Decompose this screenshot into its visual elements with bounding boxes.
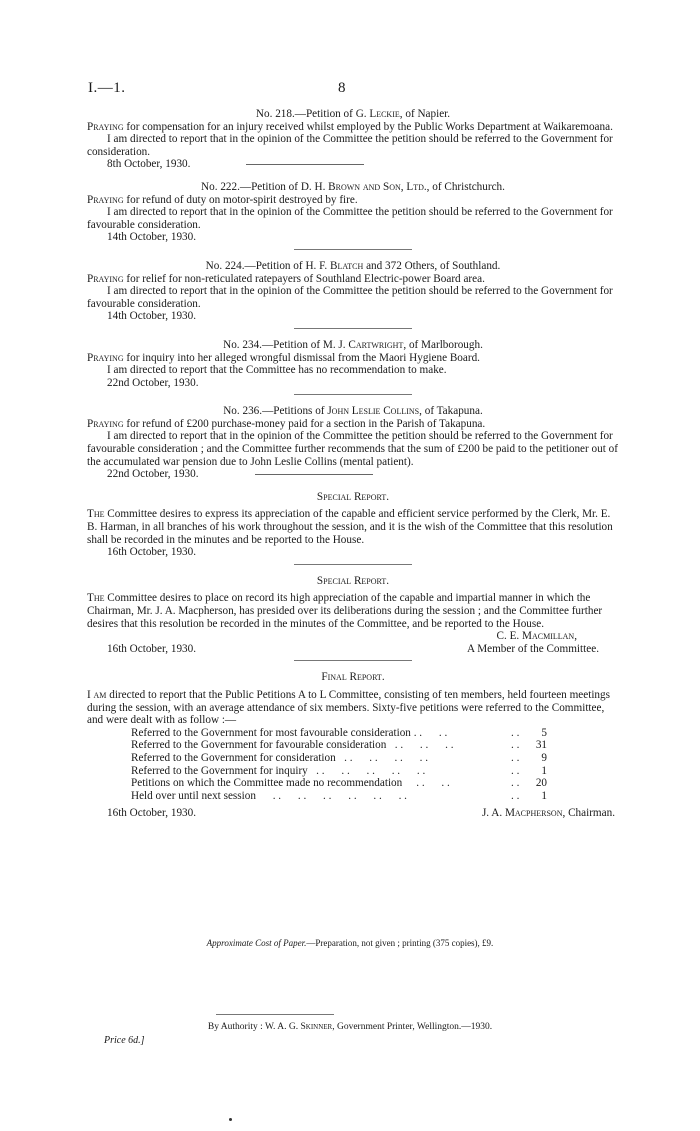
chairman-signature: J. A. Macpherson, Chairman. [481, 807, 615, 820]
special-report-chairman [87, 575, 619, 656]
special-report-date: 16th October, 1930. [107, 546, 197, 559]
petition-prayer: Praying for relief for non-reticulated ratepayers of Southland Electric-power Board area. [87, 272, 485, 285]
petition-report: I am directed to report that in the opinion of the Committee the petition should be referred to the Government for favourable consideration. [87, 285, 613, 310]
petition-date: 22nd October, 1930. [87, 468, 619, 481]
print-speck [229, 1118, 232, 1121]
table-row: Referred to the Government for most favourable consideration . . . . . . 5 [131, 726, 547, 739]
final-report-date: 16th October, 1930. [107, 807, 197, 820]
petition-heading: No. 222.—Petition of D. H. Brown and Son, Ltd., of Christchurch. [201, 180, 505, 193]
special-report-heading: Special Report. [316, 490, 390, 503]
petition-prayer: Praying for compensation for an injury received whilst employed by the Public Works Department at Waikaremoana. [87, 120, 613, 133]
petition-heading: No. 234.—Petition of M. J. Cartwright, of Marlborough. [223, 338, 483, 351]
petition-heading: No. 224.—Petition of H. F. Blatch and 372 Others, of Southland. [205, 259, 501, 272]
petition-report: I am directed to report that in the opinion of the Committee the petition should be referred to the Government for favourable consideration. [87, 206, 613, 231]
footer-divider [216, 1014, 334, 1015]
table-row: Referred to the Government for favourable consideration . . . . . . . . 31 [131, 739, 547, 752]
final-report [87, 671, 619, 820]
special-report-clerk [87, 491, 619, 559]
petition-prayer: Praying for refund of duty on motor-spirit destroyed by fire. [87, 193, 358, 206]
paper-reference: I.—1. [88, 80, 126, 96]
special-report-text: The Committee desires to express its appreciation of the capable and efficient service performed by the Clerk, Mr. E. B. Harman, in all branches of his work throughout the session, and it is the wish of the Committee that this resolution shall be recorded in the minutes and be reported to the House. [87, 508, 613, 546]
petition-date: 14th October, 1930. [107, 310, 197, 323]
signer-role: A Member of the Committee. [466, 642, 599, 655]
table-row: Referred to the Government for consideration . . . . . . . . . . 9 [131, 751, 547, 764]
table-row: Petitions on which the Committee made no recommendation . . . . . . 20 [131, 777, 547, 790]
section-divider [255, 474, 373, 475]
petition-report: I am directed to report that in the opinion of the Committee the petition should be referred to the Government for favourable consideration ; and the Committee further recommends that the sum of £200 be paid to the petitioner out of the accumulated war pension due to John Leslie Collins (mental patient). [87, 430, 618, 468]
petition-heading: No. 218.—Petition of G. Leckie, of Napier. [255, 108, 451, 120]
price-note: Price 6d.] [104, 1035, 145, 1046]
petition-date: 8th October, 1930. [87, 158, 619, 171]
petition-date: 14th October, 1930. [107, 231, 197, 244]
special-report-text: The Committee desires to place on record its high appreciation of the capable and impartial manner in which the Chairman, Mr. J. A. Macpherson, has presided over its deliberations during the session ; and the Committee further desires that this resolution be recorded in the minutes of the Committee, and be reported to the House. [87, 592, 603, 630]
signer-name: C. E. Macmillan, [496, 630, 577, 643]
petition-234 [87, 339, 619, 389]
table-row: Held over until next session . . . . . . . . . . . . . . 1 [131, 789, 547, 802]
petition-218 [87, 108, 619, 171]
petition-236 [87, 405, 619, 481]
section-divider [246, 164, 364, 165]
petition-heading: No. 236.—Petitions of John Leslie Collins, of Takapuna. [223, 405, 483, 418]
cost-note: Approximate Cost of Paper.—Preparation, not given ; printing (375 copies), £9. [206, 938, 494, 948]
page-number: 8 [338, 80, 346, 96]
petition-224 [87, 260, 619, 323]
printer-authority: By Authority : W. A. G. Skinner, Government Printer, Wellington.—1930. [207, 1022, 493, 1032]
petition-report: I am directed to report that the Committee has no recommendation to make. [107, 364, 447, 377]
petition-report: I am directed to report that in the opinion of the Committee the petition should be referred to the Government for consideration. [87, 133, 613, 158]
petition-222 [87, 181, 619, 244]
petition-prayer: Praying for refund of £200 purchase-money paid for a section in the Parish of Takapuna. [87, 417, 486, 430]
petition-date: 22nd October, 1930. [107, 376, 199, 389]
table-row: Referred to the Government for inquiry . . . . . . . . . . . . 1 [131, 764, 547, 777]
document-body [87, 108, 619, 820]
final-report-text: I am directed to report that the Public Petitions A to L Committee, consisting of ten members, held fourteen meetings during the session, with an average attendance of six members. Sixty-five petitions were referred to the Committee, and were dealt with as follow :— [87, 688, 610, 727]
final-report-heading: Final Report. [321, 671, 385, 684]
special-report-heading: Special Report. [316, 574, 390, 587]
petition-prayer: Praying for inquiry into her alleged wrongful dismissal from the Maori Hygiene Board. [87, 351, 480, 364]
special-report-date: 16th October, 1930. [107, 642, 197, 655]
petition-summary-table [131, 727, 547, 803]
